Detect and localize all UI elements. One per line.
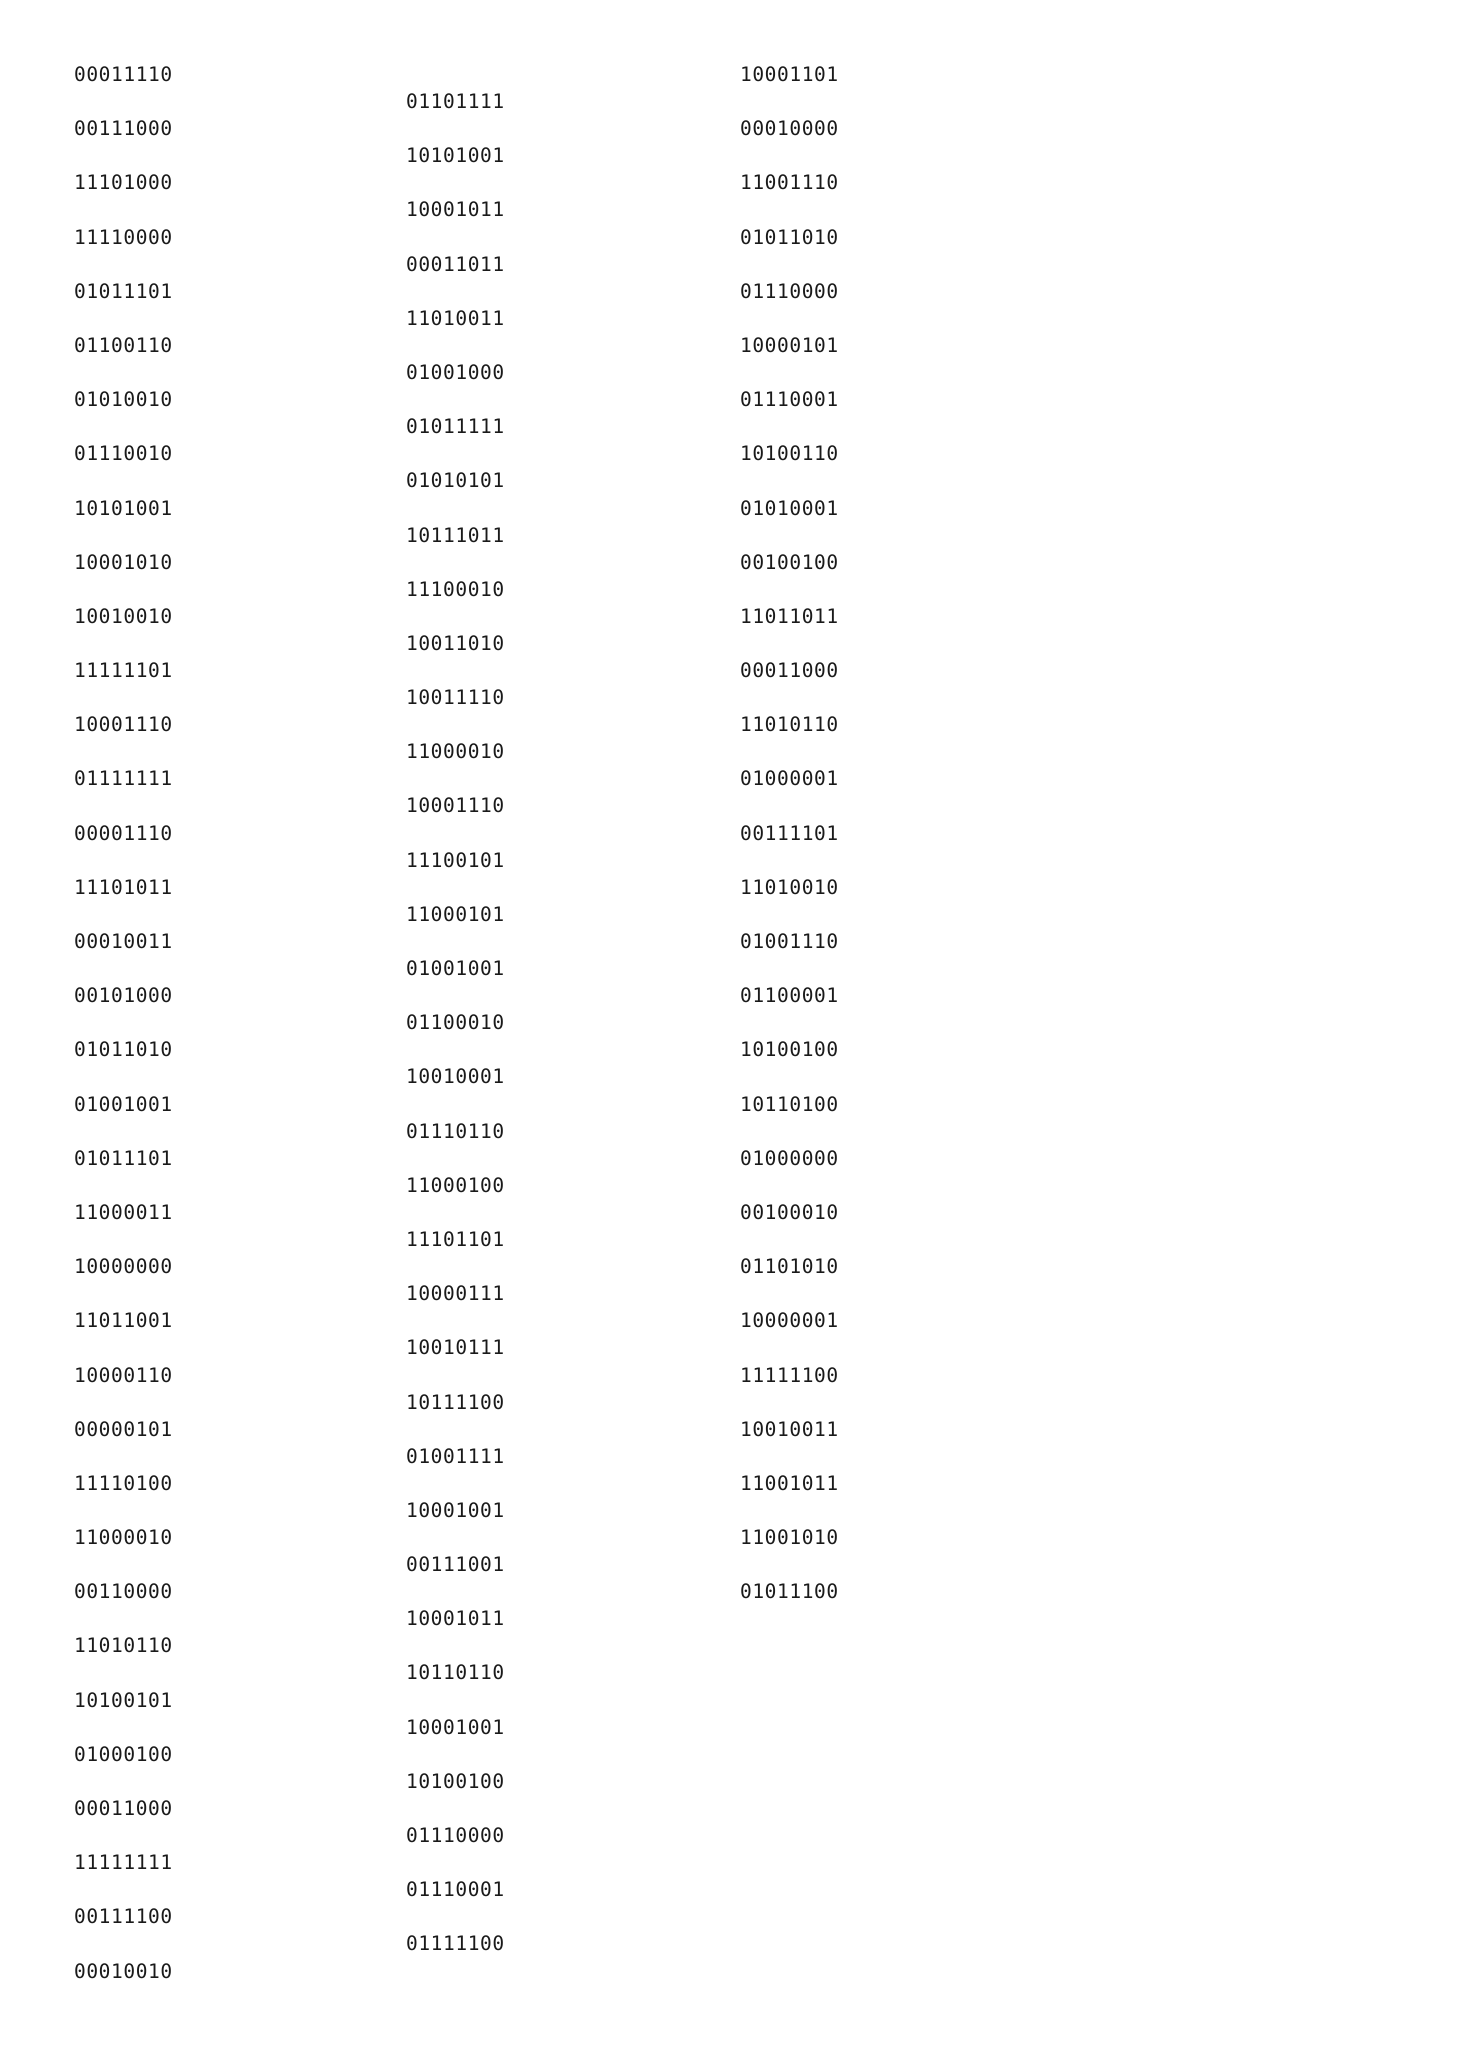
binary-column-3 xyxy=(740,48,839,1619)
binary-word: 11011001 xyxy=(74,1309,173,1333)
binary-word: 11011011 xyxy=(740,604,839,628)
binary-word: 00011011 xyxy=(406,252,505,276)
binary-word: 11010110 xyxy=(74,1634,173,1658)
binary-word: 00010011 xyxy=(74,930,173,953)
binary-word: 00011110 xyxy=(74,63,173,86)
binary-word: 01000000 xyxy=(740,1146,839,1170)
binary-word: 11010011 xyxy=(406,306,505,330)
binary-word: 11000100 xyxy=(406,1173,505,1197)
binary-word: 01111100 xyxy=(406,1932,505,1956)
binary-word: 00100100 xyxy=(740,550,839,574)
binary-word: 10100110 xyxy=(740,442,839,466)
binary-word: 10000101 xyxy=(740,333,839,357)
binary-word: 01110000 xyxy=(406,1824,505,1847)
binary-word: 11101101 xyxy=(406,1227,505,1251)
binary-word: 01010010 xyxy=(74,388,173,412)
binary-word: 10111100 xyxy=(406,1390,505,1414)
binary-word: 10010001 xyxy=(406,1065,505,1089)
binary-word: 00011000 xyxy=(740,659,839,683)
binary-column-1 xyxy=(74,48,173,1999)
binary-word: 11000011 xyxy=(74,1200,173,1224)
binary-word: 01101111 xyxy=(406,90,505,113)
binary-word: 11001011 xyxy=(740,1471,839,1495)
binary-word: 01011010 xyxy=(740,225,839,249)
binary-word: 00111000 xyxy=(74,117,173,141)
binary-word: 11000010 xyxy=(74,1526,173,1550)
binary-word: 00110000 xyxy=(74,1580,173,1604)
binary-word: 00100010 xyxy=(740,1200,839,1224)
binary-word: 01010101 xyxy=(406,469,505,493)
binary-word: 00111101 xyxy=(740,821,839,845)
binary-word: 11010010 xyxy=(740,875,839,899)
binary-word: 11101011 xyxy=(74,875,173,899)
binary-word: 10111011 xyxy=(406,523,505,547)
binary-word: 01110001 xyxy=(406,1878,505,1902)
binary-word: 10011010 xyxy=(406,631,505,655)
binary-word: 10011110 xyxy=(406,686,505,710)
binary-word: 01101010 xyxy=(740,1255,839,1279)
binary-word: 11001010 xyxy=(740,1526,839,1550)
binary-word: 00000101 xyxy=(74,1417,173,1441)
binary-word: 10101001 xyxy=(74,496,173,520)
binary-word: 01111111 xyxy=(74,767,173,791)
binary-word: 00111001 xyxy=(406,1553,505,1577)
binary-word: 10001001 xyxy=(406,1715,505,1739)
binary-word: 01011100 xyxy=(740,1580,839,1604)
binary-word: 10100100 xyxy=(740,1038,839,1062)
binary-word: 10000110 xyxy=(74,1363,173,1387)
binary-word: 11010110 xyxy=(740,713,839,737)
binary-word: 10110110 xyxy=(406,1661,505,1685)
binary-word: 00011000 xyxy=(74,1797,173,1820)
binary-word: 01011101 xyxy=(74,1146,173,1170)
binary-word: 11101000 xyxy=(74,171,173,195)
binary-word: 00001110 xyxy=(74,821,173,845)
binary-word: 11110100 xyxy=(74,1471,173,1495)
binary-word: 01011111 xyxy=(406,415,505,439)
binary-word: 01001001 xyxy=(406,957,505,980)
binary-word: 10000001 xyxy=(740,1309,839,1333)
binary-word: 01001001 xyxy=(74,1092,173,1116)
binary-word: 01011010 xyxy=(74,1038,173,1062)
binary-word: 01110110 xyxy=(406,1119,505,1143)
binary-word: 11111100 xyxy=(740,1363,839,1387)
binary-word: 10110100 xyxy=(740,1092,839,1116)
binary-word: 10001110 xyxy=(74,713,173,737)
binary-word: 01100010 xyxy=(406,1011,505,1035)
binary-word: 01110000 xyxy=(740,279,839,303)
binary-word: 11001110 xyxy=(740,171,839,195)
binary-word: 11000010 xyxy=(406,740,505,764)
binary-word: 01100110 xyxy=(74,333,173,357)
binary-word: 11111101 xyxy=(74,659,173,683)
binary-word: 00111100 xyxy=(74,1905,173,1929)
binary-word: 01011101 xyxy=(74,279,173,303)
binary-word: 01001000 xyxy=(406,360,505,384)
binary-word: 01001110 xyxy=(740,930,839,953)
binary-word: 10010010 xyxy=(74,604,173,628)
binary-word: 10100100 xyxy=(406,1769,505,1793)
binary-word: 01110001 xyxy=(740,388,839,412)
binary-word: 10010111 xyxy=(406,1336,505,1360)
binary-word: 11100101 xyxy=(406,848,505,872)
binary-word: 11100010 xyxy=(406,577,505,601)
binary-word: 10001011 xyxy=(406,198,505,222)
binary-word: 01010001 xyxy=(740,496,839,520)
binary-word: 11000101 xyxy=(406,902,505,926)
binary-word: 10000000 xyxy=(74,1255,173,1279)
binary-word: 10001101 xyxy=(740,63,839,86)
binary-word: 10010011 xyxy=(740,1417,839,1441)
binary-word: 10001011 xyxy=(406,1607,505,1631)
binary-word: 00010010 xyxy=(74,1959,173,1983)
binary-word: 10100101 xyxy=(74,1688,173,1712)
binary-word: 10001010 xyxy=(74,550,173,574)
binary-word: 01001111 xyxy=(406,1444,505,1468)
binary-word: 10000111 xyxy=(406,1282,505,1306)
binary-word: 10001110 xyxy=(406,794,505,818)
binary-word: 10101001 xyxy=(406,144,505,168)
binary-word: 11110000 xyxy=(74,225,173,249)
binary-word: 01000100 xyxy=(74,1742,173,1766)
binary-word: 01110010 xyxy=(74,442,173,466)
binary-word: 00010000 xyxy=(740,117,839,141)
binary-word: 11111111 xyxy=(74,1851,173,1875)
binary-word: 10001001 xyxy=(406,1498,505,1522)
binary-word: 00101000 xyxy=(74,984,173,1008)
binary-word: 01000001 xyxy=(740,767,839,791)
binary-word: 01100001 xyxy=(740,984,839,1008)
binary-column-2 xyxy=(406,75,505,1972)
